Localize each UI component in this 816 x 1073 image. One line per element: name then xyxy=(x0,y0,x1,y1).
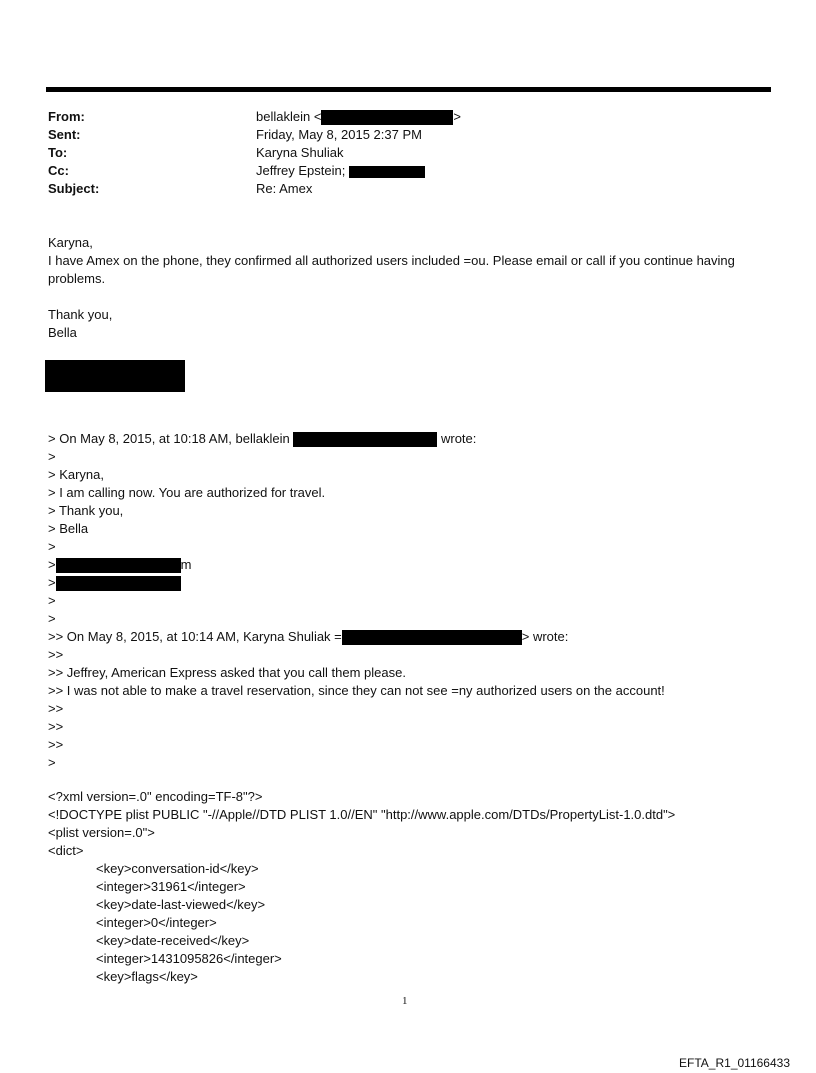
from-sender: bellaklein < xyxy=(256,109,322,124)
plist-line: <dict> xyxy=(48,843,84,858)
quote-attribution: > On May 8, 2015, at 10:18 AM, bellaklein xyxy=(48,431,290,446)
plist-line: <integer>31961</integer> xyxy=(96,879,246,894)
redaction-box xyxy=(293,432,437,447)
quote-line xyxy=(48,574,665,592)
quote-header xyxy=(48,628,665,646)
greeting: Karyna, xyxy=(48,235,93,250)
quote-line: > xyxy=(48,611,56,626)
redaction-box xyxy=(56,558,181,573)
quote-line: >> xyxy=(48,737,64,752)
redaction-box xyxy=(349,166,425,178)
from-bracket: > xyxy=(453,109,461,124)
plist-line: <?xml version=.0" encoding=TF-8"?> xyxy=(48,789,263,804)
quote-marker: > xyxy=(48,575,56,590)
plist-line: <key>conversation-id</key> xyxy=(96,861,259,876)
plist-line: <key>date-received</key> xyxy=(96,933,250,948)
quote-line: >> xyxy=(48,719,64,734)
quote-line: > Thank you, xyxy=(48,503,124,518)
plist-line: <key>flags</key> xyxy=(96,969,198,984)
from-value xyxy=(256,108,461,126)
cc-label: Cc: xyxy=(48,163,69,178)
quote-line: >> xyxy=(48,701,64,716)
blank-line xyxy=(48,288,735,306)
redaction-box xyxy=(342,630,522,645)
from-label: From: xyxy=(48,109,85,124)
document-id: EFTA_R1_01166433 xyxy=(679,1056,790,1070)
redaction-box xyxy=(56,576,181,591)
quote-line: > xyxy=(48,593,56,608)
quote-line: > Bella xyxy=(48,521,89,536)
header-rule xyxy=(46,87,771,92)
quote-line: > xyxy=(48,755,56,770)
quote-line: >> xyxy=(48,647,64,662)
plist-line: <integer>0</integer> xyxy=(96,915,217,930)
quote-wrote: wrote: xyxy=(440,431,477,446)
sent-label: Sent: xyxy=(48,127,81,142)
quote-wrote: > wrote: xyxy=(521,629,569,644)
quote-line: > I am calling now. You are authorized for travel. xyxy=(48,485,326,500)
quote-marker: > xyxy=(48,557,56,572)
subject-label: Subject: xyxy=(48,181,100,196)
quote-trail: m xyxy=(180,557,192,572)
subject-value: Re: Amex xyxy=(256,181,313,196)
plist-block xyxy=(48,788,675,986)
to-label: To: xyxy=(48,145,68,160)
quote-line: >> I was not able to make a travel reservation, since they can not see =ny authorized users on the account! xyxy=(48,683,665,698)
quote-line xyxy=(48,556,665,574)
plist-line: <key>date-last-viewed</key> xyxy=(96,897,266,912)
to-value: Karyna Shuliak xyxy=(256,145,344,160)
closing: Thank you, xyxy=(48,307,113,322)
sent-value: Friday, May 8, 2015 2:37 PM xyxy=(256,127,422,142)
cc-recipient: Jeffrey Epstein; xyxy=(256,163,346,178)
quote-header xyxy=(48,430,665,448)
quote-line: > Karyna, xyxy=(48,467,105,482)
signature: Bella xyxy=(48,325,77,340)
body-line: problems. xyxy=(48,271,106,286)
quote-line: > xyxy=(48,539,56,554)
plist-line: <plist version=.0"> xyxy=(48,825,155,840)
plist-line: <!DOCTYPE plist PUBLIC "-//Apple//DTD PLIST 1.0//EN" "http://www.apple.com/DTDs/PropertyList-1.0.dtd"> xyxy=(48,807,676,822)
redaction-box xyxy=(321,110,453,125)
cc-value xyxy=(256,162,425,180)
quote-attribution: >> On May 8, 2015, at 10:14 AM, Karyna Shuliak = xyxy=(48,629,342,644)
message-body xyxy=(48,234,735,342)
quote-line: >> Jeffrey, American Express asked that you call them please. xyxy=(48,665,406,680)
quoted-thread xyxy=(48,430,665,772)
redaction-box xyxy=(45,360,185,392)
body-line: I have Amex on the phone, they confirmed all authorized users included =ou. Please email or call if you continue having xyxy=(48,253,735,268)
quote-line: > xyxy=(48,449,56,464)
plist-line: <integer>1431095826</integer> xyxy=(96,951,282,966)
page-number: 1 xyxy=(402,995,408,1007)
